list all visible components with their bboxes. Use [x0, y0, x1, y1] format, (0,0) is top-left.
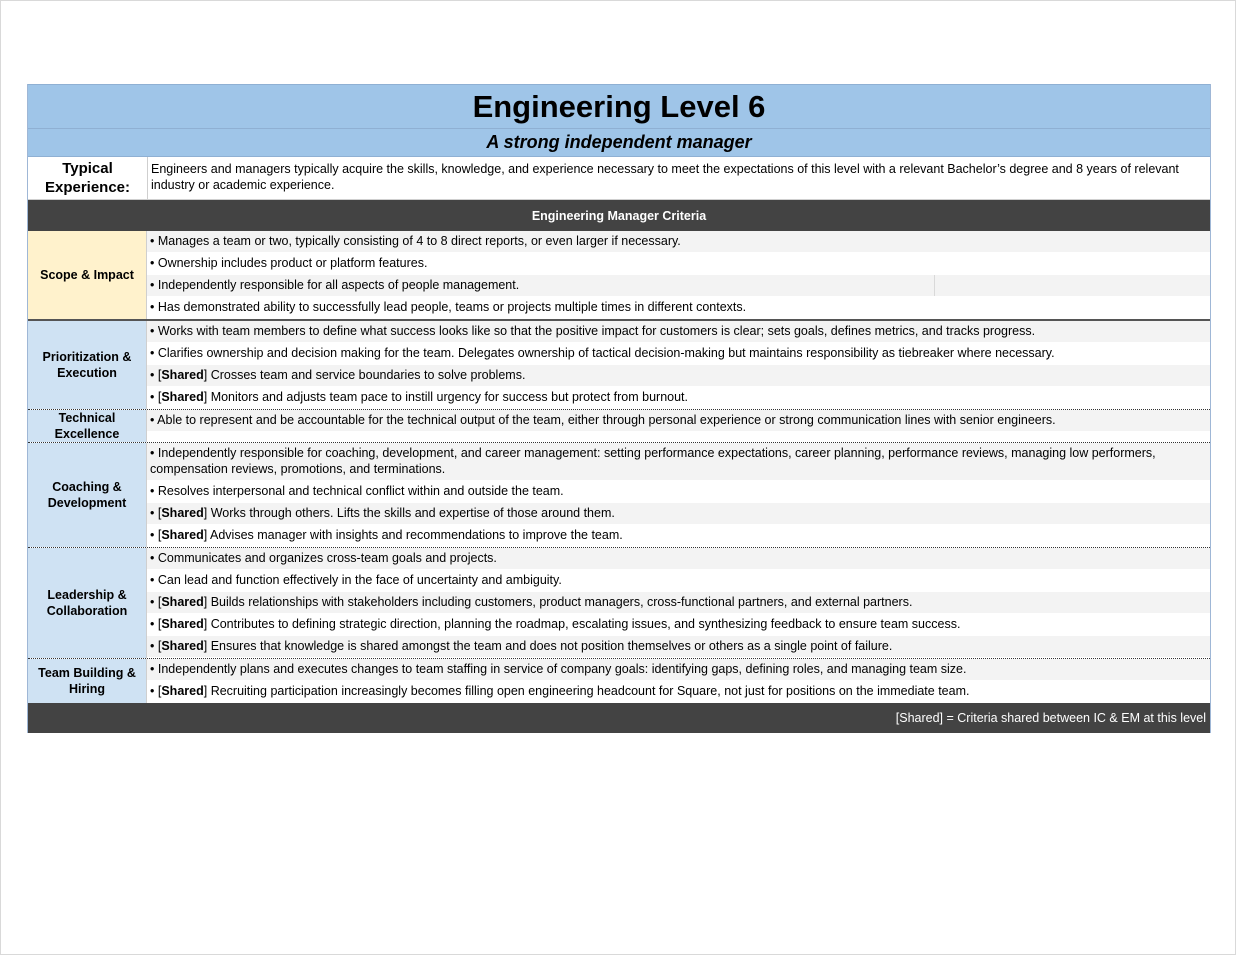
bullet: • — [150, 639, 158, 653]
criteria-item — [147, 548, 1210, 570]
bullet: • — [150, 506, 158, 520]
criteria-item — [147, 365, 1210, 387]
category-label: Technical Excellence — [28, 410, 147, 442]
category-label: Scope & Impact — [28, 231, 147, 319]
shared-tag: [Shared] — [157, 390, 208, 404]
criteria-text: Crosses team and service boundaries to solve problems. — [207, 368, 526, 382]
criteria-text: Independently plans and executes changes to team staffing in service of company goals: identifying gaps, defining roles, and managing team size. — [157, 662, 967, 676]
criteria-item — [147, 275, 1210, 297]
criteria-group-technical-excellence — [28, 410, 1210, 443]
criteria-text: Resolves interpersonal and technical conflict within and outside the team. — [157, 484, 564, 498]
shared-tag: [Shared] — [157, 595, 208, 609]
criteria-group-leadership-and-collaboration — [28, 548, 1210, 659]
bullet: • — [150, 390, 158, 404]
bullet: • — [150, 324, 158, 338]
bullet: • — [150, 346, 158, 360]
bullet: • — [150, 573, 158, 587]
category-label: Coaching & Development — [28, 443, 147, 547]
criteria-text: Monitors and adjusts team pace to instill urgency for success but protect from burnout. — [207, 390, 689, 404]
criteria-item — [147, 231, 1210, 253]
criteria-item — [147, 636, 1210, 658]
criteria-item — [147, 503, 1210, 525]
page-subtitle: A strong independent manager — [28, 129, 1210, 157]
section-header: Engineering Manager Criteria — [28, 200, 1210, 231]
bullet: • — [150, 256, 158, 270]
shared-tag: [Shared] — [157, 528, 208, 542]
category-label: Leadership & Collaboration — [28, 548, 147, 658]
criteria-list — [147, 659, 1210, 703]
footer-legend: [Shared] = Criteria shared between IC & EM at this level — [28, 703, 1210, 733]
shared-tag: [Shared] — [157, 684, 208, 698]
criteria-item — [147, 253, 1210, 275]
criteria-list — [147, 548, 1210, 658]
bullet: • — [150, 300, 158, 314]
bullet: • — [150, 551, 158, 565]
criteria-item — [147, 481, 1210, 503]
category-label: Prioritization & Execution — [28, 321, 147, 409]
page-title: Engineering Level 6 — [28, 84, 1210, 129]
criteria-text: Builds relationships with stakeholders including customers, product managers, cross-functional partners, and external partners. — [207, 595, 913, 609]
shared-tag: [Shared] — [157, 639, 208, 653]
criteria-item — [147, 525, 1210, 547]
criteria-item — [147, 321, 1210, 343]
criteria-text: Ownership includes product or platform features. — [157, 256, 428, 270]
category-label: Team Building & Hiring — [28, 659, 147, 703]
bullet: • — [150, 595, 158, 609]
bullet: • — [150, 484, 158, 498]
level-sheet — [27, 84, 1211, 733]
criteria-text: Contributes to defining strategic direction, planning the roadmap, escalating issues, and synthesizing feedback to ensure team success. — [207, 617, 961, 631]
criteria-group-team-building-and-hiring — [28, 659, 1210, 703]
shared-tag: [Shared] — [157, 506, 208, 520]
criteria-text: Works with team members to define what success looks like so that the positive impact for customers is clear; sets goals, defines metrics, and tracks progress. — [157, 324, 1036, 338]
criteria-item — [147, 343, 1210, 365]
experience-row — [28, 157, 1210, 200]
bullet: • — [150, 617, 158, 631]
shared-tag: [Shared] — [157, 617, 208, 631]
bullet: • — [150, 662, 158, 676]
criteria-item — [147, 410, 1210, 432]
criteria-text: Communicates and organizes cross-team goals and projects. — [157, 551, 497, 565]
criteria-text: Can lead and function effectively in the face of uncertainty and ambiguity. — [157, 573, 562, 587]
criteria-text: Able to represent and be accountable for the technical output of the team, either through personal experience or strong communication lines with senior engineers. — [157, 413, 1056, 427]
criteria-list — [147, 410, 1210, 442]
criteria-item — [147, 297, 1210, 319]
criteria-text: Works through others. Lifts the skills and expertise of those around them. — [207, 506, 615, 520]
criteria-text: Has demonstrated ability to successfully lead people, teams or projects multiple times in different contexts. — [157, 300, 747, 314]
experience-text: Engineers and managers typically acquire the skills, knowledge, and experience necessary to meet the expectations of this level with a relevant Bachelor’s degree and 8 years of relevant industry or academic experience. — [151, 162, 1179, 192]
criteria-item — [147, 443, 1210, 481]
criteria-groups — [28, 231, 1210, 703]
criteria-list — [147, 231, 1210, 319]
bullet: • — [150, 528, 158, 542]
criteria-list — [147, 443, 1210, 547]
bullet: • — [150, 684, 158, 698]
criteria-item — [147, 570, 1210, 592]
criteria-text: Advises manager with insights and recommendations to improve the team. — [207, 528, 623, 542]
criteria-group-scope-and-impact — [28, 231, 1210, 321]
criteria-group-prioritization-and-execution — [28, 321, 1210, 410]
criteria-item — [147, 387, 1210, 409]
criteria-item — [147, 614, 1210, 636]
bullet: • — [150, 446, 158, 460]
experience-label: Typical Experience: — [28, 157, 148, 199]
criteria-text: Independently responsible for coaching, development, and career management: setting performance expectations, career planning, performance reviews, managing low performers, compensation reviews, promotions, and terminations. — [150, 446, 1156, 476]
criteria-list — [147, 321, 1210, 409]
bullet: • — [150, 368, 158, 382]
criteria-text: Independently responsible for all aspects of people management. — [157, 278, 520, 292]
criteria-item — [147, 681, 1210, 703]
criteria-item — [147, 592, 1210, 614]
criteria-group-coaching-and-development — [28, 443, 1210, 548]
criteria-text: Recruiting participation increasingly becomes filling open engineering headcount for Square, not just for positions on the immediate team. — [207, 684, 970, 698]
criteria-item — [147, 659, 1210, 681]
bullet: • — [150, 413, 158, 427]
criteria-text: Manages a team or two, typically consisting of 4 to 8 direct reports, or even larger if necessary. — [157, 234, 681, 248]
bullet: • — [150, 278, 158, 292]
criteria-text: Ensures that knowledge is shared amongst the team and does not position themselves or others as a single point of failure. — [207, 639, 893, 653]
bullet: • — [150, 234, 158, 248]
shared-tag: [Shared] — [157, 368, 208, 382]
criteria-text: Clarifies ownership and decision making for the team. Delegates ownership of tactical decision-making but maintains responsibility as tiebreaker where necessary. — [157, 346, 1055, 360]
